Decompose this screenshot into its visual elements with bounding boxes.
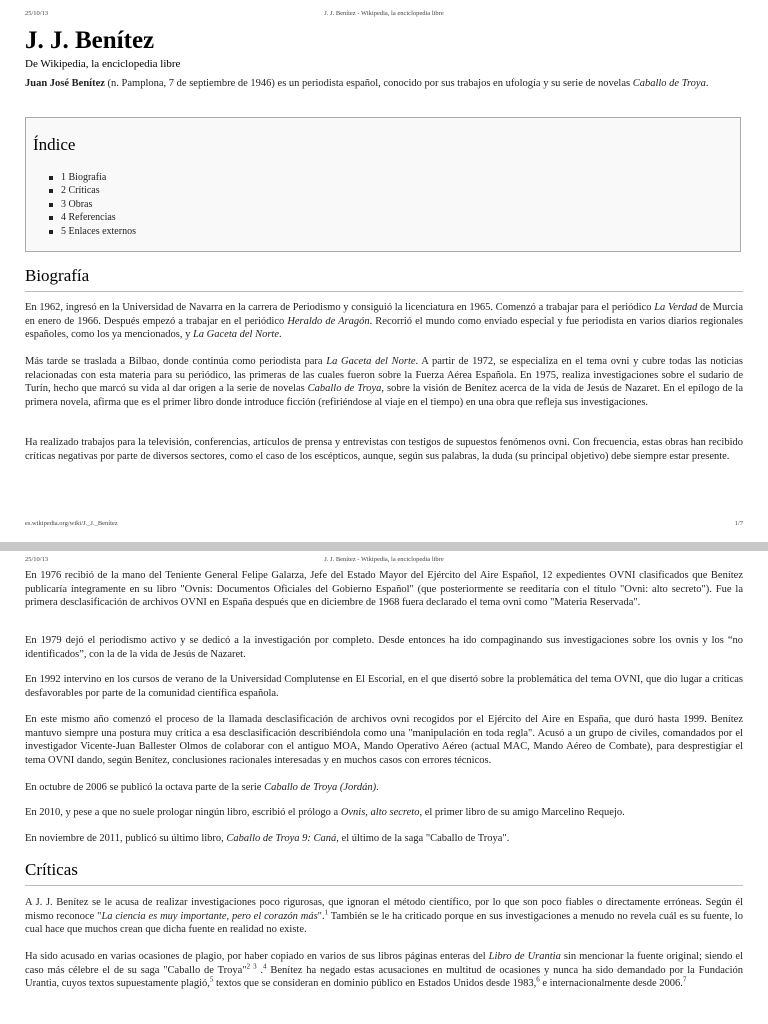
section-heading-biografia: Biografía xyxy=(25,266,743,292)
text-run: La Gaceta del Norte xyxy=(192,329,279,340)
page-subtitle: De Wikipedia, la enciclopedia libre xyxy=(25,58,181,70)
text-run: Ha sido acusado en varias ocasiones de plagio, por haber copiado en varios de sus libros páginas enteras del xyxy=(25,951,489,962)
intro-text: (n. Pamplona, 7 de septiembre de 1946) es un periodista español, conocido por sus trabajos en ufología y su serie de novelas xyxy=(104,78,633,89)
text-run: ". xyxy=(317,910,325,922)
text-run: También se le ha criticado porque en sus investigaciones a menudo no revela cuál es su fuente, lo cual hace que muchos crean que dicha fuente en realidad no existe. xyxy=(25,910,743,935)
header-title: J. J. Benítez - Wikipedia, la enciclopedia libre xyxy=(324,10,444,17)
biografia-p10 xyxy=(25,832,743,846)
intro-paragraph xyxy=(25,77,743,91)
toc-item-enlaces-externos[interactable]: 5 Enlaces externos xyxy=(49,225,136,238)
paragraph-text: En este mismo año comenzó el proceso de la llamada desclasificación de archivos ovni recogidos por el Ejército del Aire en España, que duró hasta 1999. Benítez mantuvo siempre una postura muy crítica a esa desclasificación describiéndola como una "manipulación en toda regla". Acusó a un grupo de civiles, comandados por el investigador Vicente-Juan Ballester Olmos de colaborar con el antiguo MOA, Mando Operativo Aéreo (actual MAC, Mando Aéreo de Combate), para desprestigiar el tema OVNI dando, según Benítez, conclusiones racionales interesadas y en muchos casos con errores técnicos. xyxy=(25,714,743,766)
section-heading-criticas: Críticas xyxy=(25,860,743,886)
text-run: En octubre de 2006 se publicó la octava parte de la serie xyxy=(25,782,265,793)
biografia-p8 xyxy=(25,781,743,795)
biografia-p7 xyxy=(25,713,743,767)
text-run: , el primer libro de su amigo Marcelino Requejo. xyxy=(419,807,625,818)
intro-end: . xyxy=(705,78,709,89)
table-of-contents xyxy=(25,117,741,252)
section-biografia xyxy=(25,266,743,292)
ref-5[interactable]: 5 xyxy=(209,975,214,984)
text-run: Caballo de Troya 9: Caná xyxy=(226,833,337,844)
intro-italic: Caballo de Troya xyxy=(632,78,706,89)
page-title: J. J. Benítez xyxy=(25,27,155,54)
text-run: . xyxy=(376,782,379,793)
paragraph-text: En 1976 recibió de la mano del Teniente General Felipe Galarza, Jefe del Estado Mayor del Ejército del Aire Español, 12 expedientes OVNI clasificados que Benítez publicaría íntegramente en su libro "Ovnis: Documentos Oficiales del Gobierno Español" (que posteriormente se reeditaría con el título "Ovni: alto secreto"). Fue la primera desclasificación de archivos OVNI en España después que en diciembre de 1968 fuera declarado el tema ovni como "Materia Reservada". xyxy=(25,570,743,608)
text-run: Benítez ha negado estas acusaciones en multitud de ocasiones y nunca ha sido demandado por la Fundación Urantia, cuyos textos supuestamente plagió, xyxy=(25,964,743,989)
paragraph-text: En 1992 intervino en los cursos de verano de la Universidad Complutense en El Escorial, en el que disertó sobre la problemática del tema OVNI, que dio lugar a críticas desfavorables por parte de la comunidad científica española. xyxy=(25,674,743,699)
ref-4[interactable]: 4 xyxy=(263,962,267,970)
biografia-p3 xyxy=(25,436,743,463)
text-run: En noviembre de 2011, publicó su último libro, xyxy=(25,833,227,844)
toc-heading: Índice xyxy=(33,135,76,154)
toc-list xyxy=(49,171,136,238)
header-date-2: 25/10/13 xyxy=(25,556,49,563)
biografia-p6 xyxy=(25,673,743,700)
article-header xyxy=(25,27,743,71)
biografia-p9 xyxy=(25,806,743,820)
header-date: 25/10/13 xyxy=(25,10,49,17)
page-break xyxy=(0,542,768,551)
running-header-2 xyxy=(0,556,768,568)
ref-7[interactable]: 7 xyxy=(682,975,687,984)
text-run: . xyxy=(256,964,264,976)
running-footer xyxy=(0,520,768,532)
text-run: sin mencionar la fuente original; siendo el caso más célebre el de su saga "Caballo de Troya" xyxy=(25,951,743,976)
toc-item-referencias[interactable]: 4 Referencias xyxy=(49,211,136,224)
text-run: textos que se consideran en dominio público en Estados Unidos desde 1983, xyxy=(213,978,537,989)
running-header xyxy=(0,10,768,22)
paragraph-text: Ha realizado trabajos para la televisión, conferencias, artículos de prensa y entrevistas con testigos de supuestos fenómenos ovni. Con frecuencia, estas obras han recibido críticas negativas por parte de diversos sectores, como el caso de los escépticos, aunque, según sus palabras, la duda (su principal objetivo) debe siempre estar presente. xyxy=(25,437,743,462)
paragraph-text: En 1979 dejó el periodismo activo y se dedicó a la investigación por completo. Desde entonces ha ido compaginando sus investigaciones sobre los ovnis y los “no identificados”, con la de la vida de Jesús de Nazaret. xyxy=(25,635,743,660)
text-run: , el último de la saga "Caballo de Troya". xyxy=(336,833,510,844)
text-run: Caballo de Troya xyxy=(307,383,382,394)
biografia-p1 xyxy=(25,301,743,342)
text-run: , sobre la visión de Benítez acerca de la vida de Jesús de Nazaret. En el epílogo de la primera novela, afirma que es el primer libro donde introduce ficción (refiriéndose al viaje en el tiempo) en una obra que refleja sus investigaciones. xyxy=(25,383,743,408)
toc-item-obras[interactable]: 3 Obras xyxy=(49,198,136,211)
text-run: . A partir de 1972, se especializa en el tema ovni y cubre todas las noticias relacionadas con esta materia para su periódico, las primeras de las cuales fueron sobre la Fuerza Aérea Española. En 1975, realiza investigaciones sobre el sudario de Turín, hecho que marcó su vida al dar origen a la serie de novelas xyxy=(25,356,744,394)
header-title-2: J. J. Benítez - Wikipedia, la enciclopedia libre xyxy=(324,556,444,563)
text-run: Libro de Urantia xyxy=(488,951,561,962)
biografia-p2 xyxy=(25,355,743,409)
text-run: de Murcia en enero de 1966. Después empezó a trabajar en el periódico xyxy=(25,302,743,327)
ref-6[interactable]: 6 xyxy=(536,975,540,984)
text-run: Ovnis, alto secreto xyxy=(340,807,420,818)
text-run: Más tarde se traslada a Bilbao, donde continúa como periodista para xyxy=(25,356,327,367)
footer-url: es.wikipedia.org/wiki/J._J._Benítez xyxy=(25,520,118,527)
text-run: Caballo de Troya (Jordán) xyxy=(264,782,377,793)
text-run: La ciencia es muy importante, pero el corazón más xyxy=(101,910,318,922)
text-run: e internacionalmente desde 2006. xyxy=(539,978,683,989)
text-run: La Gaceta del Norte xyxy=(326,356,416,367)
text-run: . xyxy=(279,329,282,340)
ref-2-3[interactable]: 2 3 xyxy=(246,962,257,970)
text-run: Heraldo de Aragón xyxy=(287,315,370,327)
biografia-p5 xyxy=(25,634,743,661)
footer-page-number: 1/7 xyxy=(734,520,743,527)
text-run: A J. J. Benítez se le acusa de realizar investigaciones poco rigurosas, que ignoran el método científico, por lo que son poco fiables o directamente erróneas. Según él mismo reconoce " xyxy=(25,897,743,922)
text-run: En 2010, y pese a que no suele prologar ningún libro, escribió el prólogo a xyxy=(25,807,341,818)
criticas-p1 xyxy=(25,896,743,937)
toc-item-biografia[interactable]: 1 Biografía xyxy=(49,171,136,184)
toc-item-criticas[interactable]: 2 Críticas xyxy=(49,184,136,197)
text-run: En 1962, ingresó en la Universidad de Navarra en la carrera de Periodismo y consiguió la licenciatura en 1965. Comenzó a trabajar para el periódico xyxy=(25,302,655,313)
ref-1[interactable]: 1 xyxy=(324,908,329,916)
intro-name: Juan José Benítez xyxy=(25,78,105,89)
biografia-p4 xyxy=(25,569,743,610)
text-run: La Verdad xyxy=(654,302,698,313)
text-run: . Recorrió el mundo como enviado especial y fue periodista en varios diarios regionales españoles, como los ya mencionados, y xyxy=(25,315,744,340)
section-criticas xyxy=(25,860,743,886)
criticas-p2 xyxy=(25,950,743,991)
